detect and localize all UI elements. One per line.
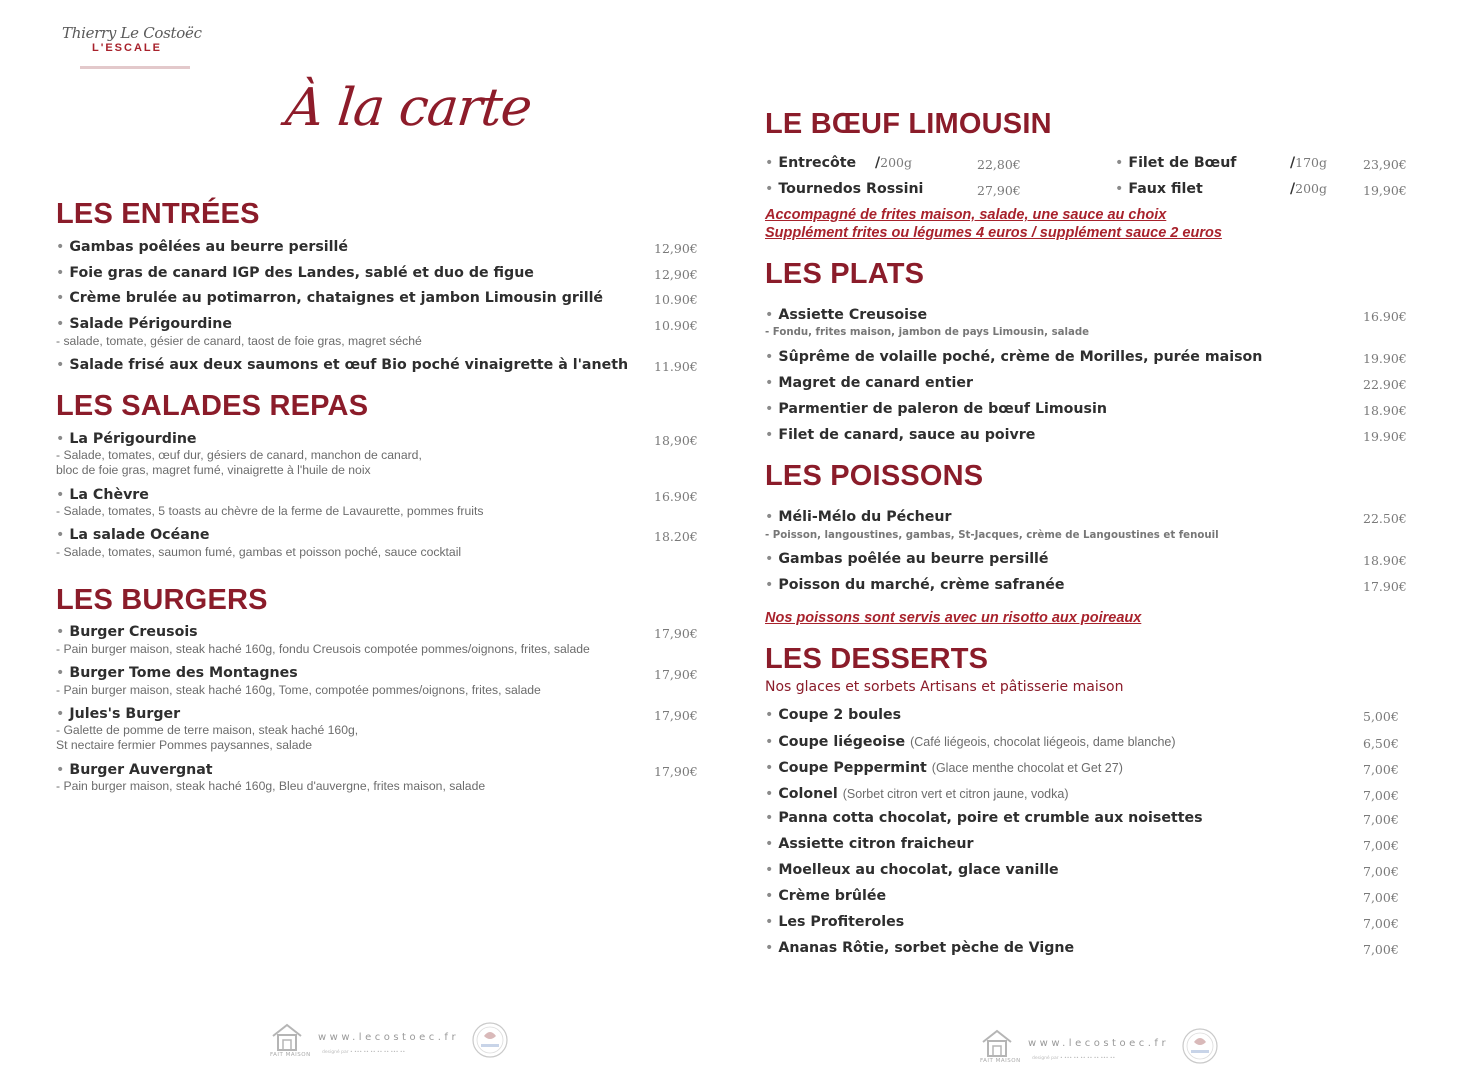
logo-underline [80, 66, 190, 69]
item-name: Crème brûlée [778, 888, 887, 904]
item-price: 12,90€ [654, 267, 698, 282]
footer-right [980, 1026, 1240, 1076]
item-weight: /170g [1290, 155, 1327, 171]
menu-item: • Foie gras de canard IGP des Landes, sablé et duo de figue [56, 265, 534, 281]
section-title-entrees: LES ENTRÉES [56, 198, 260, 230]
menu-item: • Ananas Rôtie, sorbet pèche de Vigne [765, 940, 1075, 956]
item-name: Les Profiteroles [778, 914, 905, 930]
menu-item: • Parmentier de paleron de bœuf Limousin [765, 401, 1107, 417]
website-link[interactable]: www.lecostoec.fr [318, 1032, 460, 1043]
item-description: - Fondu, frites maison, jambon de pays Limousin, salade [765, 327, 1090, 338]
item-name: La Périgourdine [69, 431, 197, 447]
item-name: Coupe Peppermint [778, 760, 927, 776]
menu-item: • Les Profiteroles [765, 914, 905, 930]
item-name: Coupe 2 boules [778, 707, 902, 723]
seal-icon [470, 1020, 510, 1060]
item-name: La Chèvre [69, 487, 149, 503]
item-description: - Salade, tomates, œuf dur, gésiers de canard, manchon de canard, [56, 448, 422, 462]
item-name: Coupe liégeoise [778, 734, 906, 750]
item-name: Assiette Creusoise [778, 307, 928, 323]
item-price: 12,90€ [654, 241, 698, 256]
item-name: Foie gras de canard IGP des Landes, sablé et duo de figue [69, 265, 534, 281]
menu-item: • La salade Océane [56, 527, 210, 543]
item-name: Gambas poêlées au beurre persillé [69, 239, 348, 255]
item-price: 17,90€ [654, 708, 698, 723]
menu-item: • Faux filet [1115, 181, 1203, 197]
item-price: 7,00€ [1363, 838, 1399, 853]
menu-item: • Tournedos Rossini [765, 181, 924, 197]
desserts-subtitle: Nos glaces et sorbets Artisans et pâtisserie maison [765, 679, 1124, 695]
menu-item: • La Chèvre [56, 487, 149, 503]
menu-item: • Coupe liégeoise (Café liégeois, chocolat liégeois, dame blanche) [765, 734, 1176, 750]
item-name: Burger Auvergnat [69, 762, 213, 778]
menu-item: • Crème brûlée [765, 888, 887, 904]
menu-item: • Coupe Peppermint (Glace menthe chocolat et Get 27) [765, 760, 1123, 776]
item-price: 7,00€ [1363, 942, 1399, 957]
restaurant-logo [62, 24, 202, 70]
menu-item: • Colonel (Sorbet citron vert et citron jaune, vodka) [765, 786, 1069, 802]
item-price: 17,90€ [654, 626, 698, 641]
item-name: Méli-Mélo du Pécheur [778, 509, 952, 525]
item-price: 7,00€ [1363, 890, 1399, 905]
menu-item: • Coupe 2 boules [765, 707, 902, 723]
poissons-note: Nos poissons sont servis avec un risotto aux poireaux [765, 610, 1142, 626]
website-link[interactable]: www.lecostoec.fr [1028, 1038, 1170, 1049]
menu-item: • Assiette citron fraicheur [765, 836, 974, 852]
menu-item: • Gambas poêlées au beurre persillé [56, 239, 348, 255]
item-name: Colonel [778, 786, 838, 802]
menu-item: • Assiette Creusoise [765, 307, 928, 323]
item-price: 10.90€ [654, 292, 698, 307]
item-name: Salade frisé aux deux saumons et œuf Bio poché vinaigrette à l'aneth [69, 357, 629, 373]
item-description: bloc de foie gras, magret fumé, vinaigrette à l'huile de noix [56, 463, 371, 477]
footer-left [270, 1020, 530, 1070]
item-price: 16.90€ [1363, 309, 1407, 324]
weight-value: 200g [880, 155, 912, 170]
item-name: Jules's Burger [69, 706, 181, 722]
item-price: 7,00€ [1363, 812, 1399, 827]
page-title: À la carte [282, 78, 535, 138]
weight-value: 200g [1295, 181, 1327, 196]
boeuf-supplement-note: Supplément frites ou légumes 4 euros / supplément sauce 2 euros [765, 225, 1222, 241]
menu-item: • Burger Auvergnat [56, 762, 213, 778]
item-description: - Pain burger maison, steak haché 160g, Bleu d'auvergne, frites maison, salade [56, 779, 486, 793]
item-name: Salade Périgourdine [69, 316, 232, 332]
item-price: 18.20€ [654, 529, 698, 544]
item-price: 17.90€ [1363, 579, 1407, 594]
section-title-plats: LES PLATS [765, 258, 925, 290]
section-title-desserts: LES DESSERTS [765, 643, 989, 675]
designer-credit: designé par • ••• •• •• •• •• ••• •• [322, 1050, 406, 1055]
house-icon [980, 1026, 1014, 1060]
fait-maison-label: FAIT MAISON [270, 1052, 311, 1058]
item-description: - Salade, tomates, 5 toasts au chèvre de la ferme de Lavaurette, pommes fruits [56, 504, 484, 518]
item-price: 17,90€ [654, 667, 698, 682]
menu-item: • Gambas poêlée au beurre persillé [765, 551, 1049, 567]
menu-item: • Filet de canard, sauce au poivre [765, 427, 1036, 443]
menu-item: • Poisson du marché, crème safranée [765, 577, 1065, 593]
item-price: 18.90€ [1363, 553, 1407, 568]
menu-item: • Entrecôte [765, 155, 857, 171]
menu-item: • Crème brulée au potimarron, chataignes et jambon Limousin grillé [56, 290, 604, 306]
item-price: 22,80€ [977, 157, 1021, 172]
item-name: Ananas Rôtie, sorbet pèche de Vigne [778, 940, 1075, 956]
item-price: 7,00€ [1363, 916, 1399, 931]
item-price: 19,90€ [1363, 183, 1407, 198]
item-price: 7,00€ [1363, 762, 1399, 777]
item-price: 18,90€ [654, 433, 698, 448]
section-title-boeuf: LE BŒUF LIMOUSIN [765, 108, 1052, 140]
item-name: Assiette citron fraicheur [778, 836, 974, 852]
menu-item: • Burger Creusois [56, 624, 198, 640]
item-price: 7,00€ [1363, 788, 1399, 803]
item-description: - Poisson, langoustines, gambas, St-Jacques, crème de Langoustines et fenouil [765, 530, 1219, 541]
item-detail: (Glace menthe chocolat et Get 27) [931, 761, 1123, 775]
weight-value: 170g [1295, 155, 1327, 170]
item-weight: /200g [1290, 181, 1327, 197]
item-name: Poisson du marché, crème safranée [778, 577, 1065, 593]
item-price: 5,00€ [1363, 709, 1399, 724]
item-name: Burger Creusois [69, 624, 198, 640]
item-detail: (Café liégeois, chocolat liégeois, dame blanche) [910, 735, 1176, 749]
menu-item: • Panna cotta chocolat, poire et crumble aux noisettes [765, 810, 1203, 826]
house-icon [270, 1020, 304, 1054]
section-title-burgers: LES BURGERS [56, 584, 268, 616]
menu-item: • Sûprême de volaille poché, crème de Morilles, purée maison [765, 349, 1263, 365]
item-price: 27,90€ [977, 183, 1021, 198]
item-price: 19.90€ [1363, 429, 1407, 444]
item-weight: /200g [875, 155, 912, 171]
logo-brand-name: L'ESCALE [92, 42, 162, 54]
item-description: - Pain burger maison, steak haché 160g, fondu Creusois compotée pommes/oignons, frites, salade [56, 642, 590, 656]
item-description: - Salade, tomates, saumon fumé, gambas et poisson poché, sauce cocktail [56, 545, 462, 559]
item-name: Filet de canard, sauce au poivre [778, 427, 1036, 443]
menu-item: • Salade frisé aux deux saumons et œuf Bio poché vinaigrette à l'aneth [56, 357, 629, 373]
menu-item: • Jules's Burger [56, 706, 181, 722]
item-price: 18.90€ [1363, 403, 1407, 418]
item-price: 6,50€ [1363, 736, 1399, 751]
menu-item: • Filet de Bœuf [1115, 155, 1237, 171]
item-description: - Galette de pomme de terre maison, steak haché 160g, [56, 723, 359, 737]
seal-icon [1180, 1026, 1220, 1066]
menu-item: • Magret de canard entier [765, 375, 974, 391]
section-title-poissons: LES POISSONS [765, 460, 984, 492]
item-price: 19.90€ [1363, 351, 1407, 366]
item-price: 23,90€ [1363, 157, 1407, 172]
item-description: - salade, tomate, gésier de canard, taost de foie gras, magret séché [56, 334, 422, 348]
item-price: 11.90€ [654, 359, 698, 374]
item-price: 16.90€ [654, 489, 698, 504]
menu-item: • Méli-Mélo du Pécheur [765, 509, 952, 525]
item-name: Filet de Bœuf [1128, 155, 1237, 171]
item-name: Crème brulée au potimarron, chataignes et jambon Limousin grillé [69, 290, 604, 306]
menu-item: • Moelleux au chocolat, glace vanille [765, 862, 1059, 878]
item-name: Panna cotta chocolat, poire et crumble aux noisettes [778, 810, 1203, 826]
menu-item: • La Périgourdine [56, 431, 197, 447]
logo-script-name: Thierry Le Costoëc [62, 24, 202, 42]
item-name: Moelleux au chocolat, glace vanille [778, 862, 1059, 878]
item-price: 10.90€ [654, 318, 698, 333]
item-name: Sûprême de volaille poché, crème de Morilles, purée maison [778, 349, 1263, 365]
item-name: Magret de canard entier [778, 375, 974, 391]
fait-maison-label: FAIT MAISON [980, 1058, 1021, 1064]
item-price: 17,90€ [654, 764, 698, 779]
item-name: Faux filet [1128, 181, 1203, 197]
item-name: Burger Tome des Montagnes [69, 665, 298, 681]
item-name: Entrecôte [778, 155, 857, 171]
menu-item: • Burger Tome des Montagnes [56, 665, 298, 681]
item-name: Parmentier de paleron de bœuf Limousin [778, 401, 1107, 417]
designer-credit: designé par • ••• •• •• •• •• ••• •• [1032, 1056, 1116, 1061]
item-price: 22.50€ [1363, 511, 1407, 526]
menu-item: • Salade Périgourdine [56, 316, 232, 332]
boeuf-note: Accompagné de frites maison, salade, une sauce au choix [765, 207, 1167, 223]
item-name: Tournedos Rossini [778, 181, 924, 197]
item-name: Gambas poêlée au beurre persillé [778, 551, 1049, 567]
item-description: - Pain burger maison, steak haché 160g, Tome, compotée pommes/oignons, frites, salade [56, 683, 541, 697]
item-price: 7,00€ [1363, 864, 1399, 879]
item-detail: (Sorbet citron vert et citron jaune, vodka) [842, 787, 1069, 801]
section-title-salades: LES SALADES REPAS [56, 390, 369, 422]
item-name: La salade Océane [69, 527, 210, 543]
item-price: 22.90€ [1363, 377, 1407, 392]
item-description: St nectaire fermier Pommes paysannes, salade [56, 738, 313, 752]
